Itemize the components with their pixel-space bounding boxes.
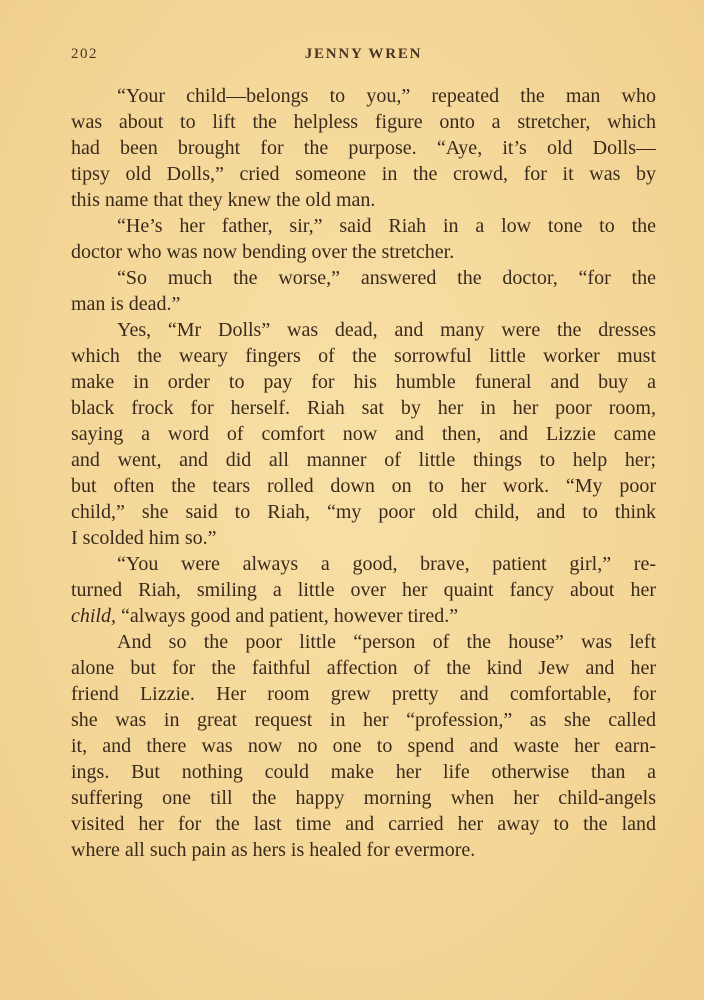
text-line: which the weary fingers of the sorrowful little worker must: [71, 345, 656, 367]
text-line: make in order to pay for his humble funeral and buy a: [71, 371, 656, 393]
text-line: man is dead.”: [71, 293, 181, 315]
text-line: Yes, “Mr Dolls” was dead, and many were the dresses: [117, 319, 656, 341]
body-text: [71, 83, 656, 863]
text-line: ings. But nothing could make her life otherwise than a: [71, 761, 656, 783]
text-line: friend Lizzie. Her room grew pretty and comfortable, for: [71, 683, 656, 705]
text-line: but often the tears rolled down on to her work. “My poor: [71, 475, 656, 497]
text-line: and went, and did all manner of little things to help her;: [71, 449, 656, 471]
text-line: visited her for the last time and carried her away to the land: [71, 813, 656, 835]
text-line: saying a word of comfort now and then, and Lizzie came: [71, 423, 656, 445]
text-line: had been brought for the purpose. “Aye, it’s old Dolls—: [71, 137, 656, 159]
text-line: “So much the worse,” answered the doctor, “for the: [117, 267, 656, 289]
text-line: [71, 603, 656, 629]
text-line: doctor who was now bending over the stretcher.: [71, 241, 455, 263]
text-line: “Your child—belongs to you,” repeated the man who: [117, 85, 656, 107]
text-line: alone but for the faithful affection of the kind Jew and her: [71, 657, 656, 679]
text-line: I scolded him so.”: [71, 527, 217, 549]
text-line: was about to lift the helpless figure onto a stretcher, which: [71, 111, 656, 133]
text-line: where all such pain as hers is healed for evermore.: [71, 839, 476, 861]
text-line: And so the poor little “person of the house” was left: [117, 631, 656, 653]
text-line: she was in great request in her “profession,” as she called: [71, 709, 656, 731]
italic-text: child,: [71, 605, 116, 627]
running-title: JENNY WREN: [304, 46, 423, 62]
text-line: tipsy old Dolls,” cried someone in the crowd, for it was by: [71, 163, 656, 185]
page-number: 202: [71, 46, 98, 62]
text-line: this name that they knew the old man.: [71, 189, 376, 211]
page-header: [71, 46, 656, 70]
text-line: suffering one till the happy morning when her child-angels: [71, 787, 656, 809]
text-line: “He’s her father, sir,” said Riah in a low tone to the: [117, 215, 656, 237]
text-line: black frock for herself. Riah sat by her in her poor room,: [71, 397, 656, 419]
text-line: child,” she said to Riah, “my poor old child, and to think: [71, 501, 656, 523]
text-segment: “always good and patient, however tired.”: [116, 605, 459, 627]
text-line: it, and there was now no one to spend and waste her earn-: [71, 735, 656, 757]
text-line: “You were always a good, brave, patient girl,” re-: [117, 553, 656, 575]
text-line: turned Riah, smiling a little over her quaint fancy about her: [71, 579, 656, 601]
